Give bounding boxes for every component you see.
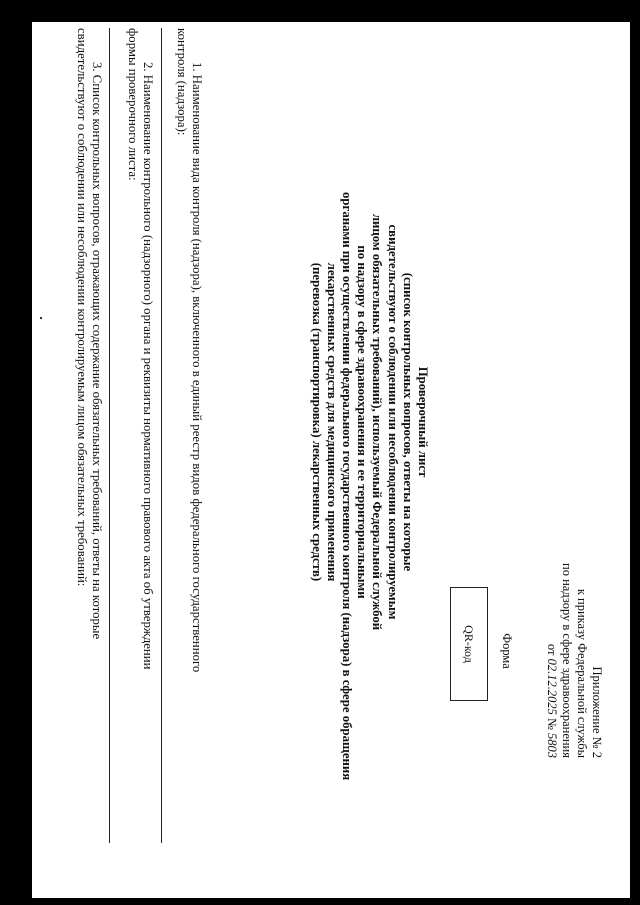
scan-speck xyxy=(40,317,42,319)
date-prefix: от xyxy=(545,643,559,656)
title-line: лицом обязательных требований), используемый Федеральной службой xyxy=(370,213,385,631)
qr-code-label: QR-код xyxy=(462,625,477,663)
annex-block xyxy=(544,458,604,758)
item-2-line-1: 2. Наименование контрольного (надзорного) органа и реквизиты нормативного правового акта об утверждении xyxy=(141,62,155,670)
title-line: (список контрольных вопросов, ответы на которые xyxy=(400,272,415,572)
annex-service-line: по надзору в сфере здравоохранения xyxy=(560,563,574,758)
qr-code-box xyxy=(450,587,488,701)
title-line: лекарственных средств для медицинского применения xyxy=(324,262,339,582)
scanned-page xyxy=(32,22,630,898)
title-line: органами при осуществлении федерального государственного контроля (надзора) в сфере обращения xyxy=(339,192,354,781)
item-2-line-2: формы проверочного листа: xyxy=(126,28,140,181)
item-2 xyxy=(125,28,155,868)
annex-order-line: к приказу Федеральной службы xyxy=(575,588,589,758)
item-1-fill-line xyxy=(161,28,162,843)
item-3-line-1: 3. Список контрольных вопросов, отражающих содержание обязательных требований, ответы на которые xyxy=(90,62,104,640)
item-1 xyxy=(174,28,204,868)
forma-label: Форма xyxy=(500,633,514,669)
order-date: 02.12.2025 xyxy=(545,658,559,715)
number-prefix: № xyxy=(545,717,559,730)
document-title xyxy=(308,192,430,781)
item-2-fill-line xyxy=(109,28,110,843)
rotated-page-content xyxy=(32,22,630,898)
title-line: свидетельствуют о соблюдении или несоблюдении контролируемым xyxy=(385,224,400,620)
item-3-line-2: свидетельствуют о соблюдении или несоблюдении контролируемым лицом обязательных требований: xyxy=(75,28,89,587)
title-line: (перевозка (транспортировка) лекарственных средств) xyxy=(309,262,324,582)
title-line: по надзору в сфере здравоохранения и ее территориальными xyxy=(355,245,370,599)
item-1-line-2: контроля (надзора): xyxy=(175,28,189,136)
title-line: Проверочный лист xyxy=(416,366,430,478)
annex-title: Приложение № 2 xyxy=(590,666,604,758)
item-3 xyxy=(74,28,104,868)
annex-date-line xyxy=(544,458,559,758)
order-number: 5803 xyxy=(545,733,559,758)
item-1-line-1: 1. Наименование вида контроля (надзора), включенного в единый реестр видов федерального государственного xyxy=(190,62,204,673)
